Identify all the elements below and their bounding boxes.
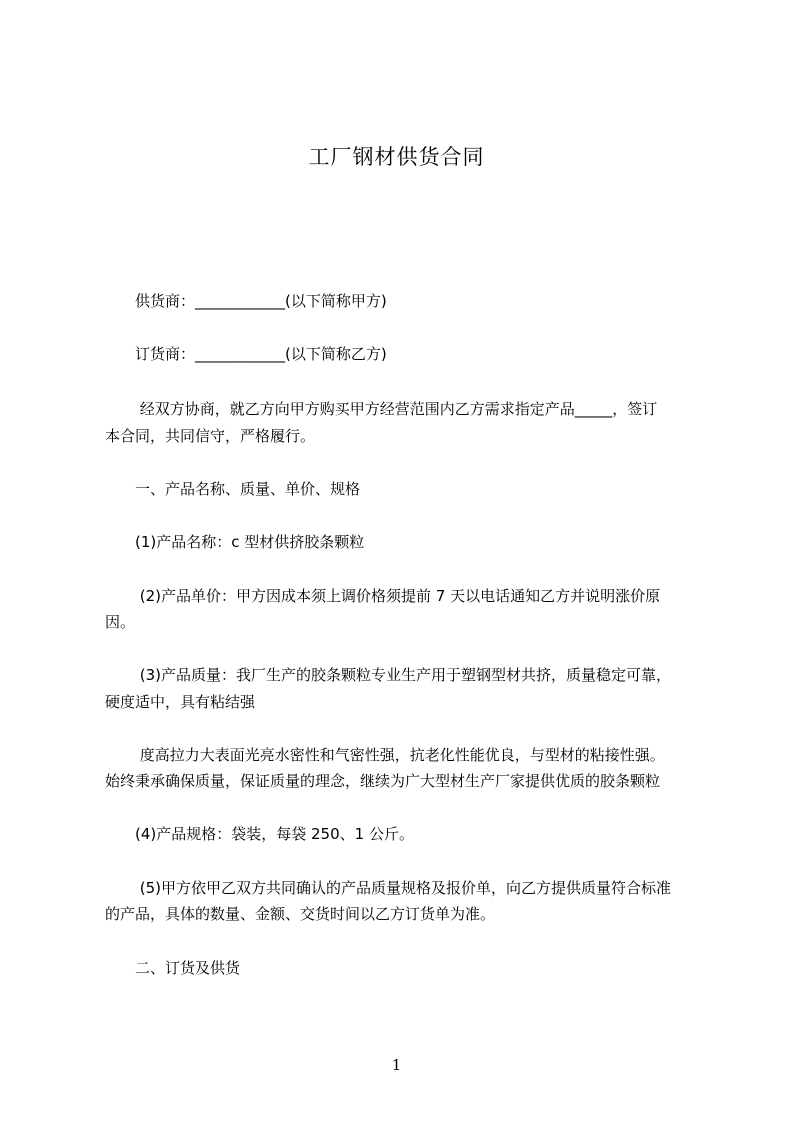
product-quality-line-1: (3)产品质量：我厂生产的胶条颗粒专业生产用于塑钢型材共挤，质量稳定可靠， xyxy=(105,666,672,684)
product-spec-line: (4)产品规格：袋装，每袋 250、1 公斤。 xyxy=(105,825,414,843)
product-quality-line-2: 硬度适中，具有粘结强 xyxy=(105,693,256,711)
supply-terms-line-2: 的产品，具体的数量、金额、交货时间以乙方订货单为准。 xyxy=(105,905,496,923)
product-quality-line-3: 度高拉力大表面光亮水密性和气密性强，抗老化性能优良，与型材的粘接性强。 xyxy=(105,746,665,764)
intro-line-1: 经双方协商，就乙方向甲方购买甲方经营范围内乙方需求指定产品_____，签订 xyxy=(105,400,658,418)
intro-line-2: 本合同，共同信守，严格履行。 xyxy=(105,427,316,445)
product-quality-line-4: 始终秉承确保质量，保证质量的理念，继续为广大型材生产厂家提供优质的胶条颗粒 xyxy=(105,772,661,790)
page-number: 1 xyxy=(391,1056,402,1074)
buyer-line: 订货商：____________(以下简称乙方) xyxy=(105,345,387,363)
supply-terms-line-1: (5)甲方依甲乙双方共同确认的产品质量规格及报价单，向乙方提供质量符合标准 xyxy=(105,879,672,897)
document-title: 工厂钢材供货合同 xyxy=(308,145,485,169)
supplier-line: 供货商：____________(以下简称甲方) xyxy=(105,292,387,310)
product-price-line-1: (2)产品单价：甲方因成本须上调价格须提前 7 天以电话通知乙方并说明涨价原 xyxy=(105,587,661,605)
section-one-heading: 一、产品名称、质量、单价、规格 xyxy=(105,480,361,498)
product-price-line-2: 因。 xyxy=(105,613,136,631)
section-two-heading: 二、订货及供货 xyxy=(105,959,241,977)
product-name-line: (1)产品名称：c 型材供挤胶条颗粒 xyxy=(105,533,365,551)
